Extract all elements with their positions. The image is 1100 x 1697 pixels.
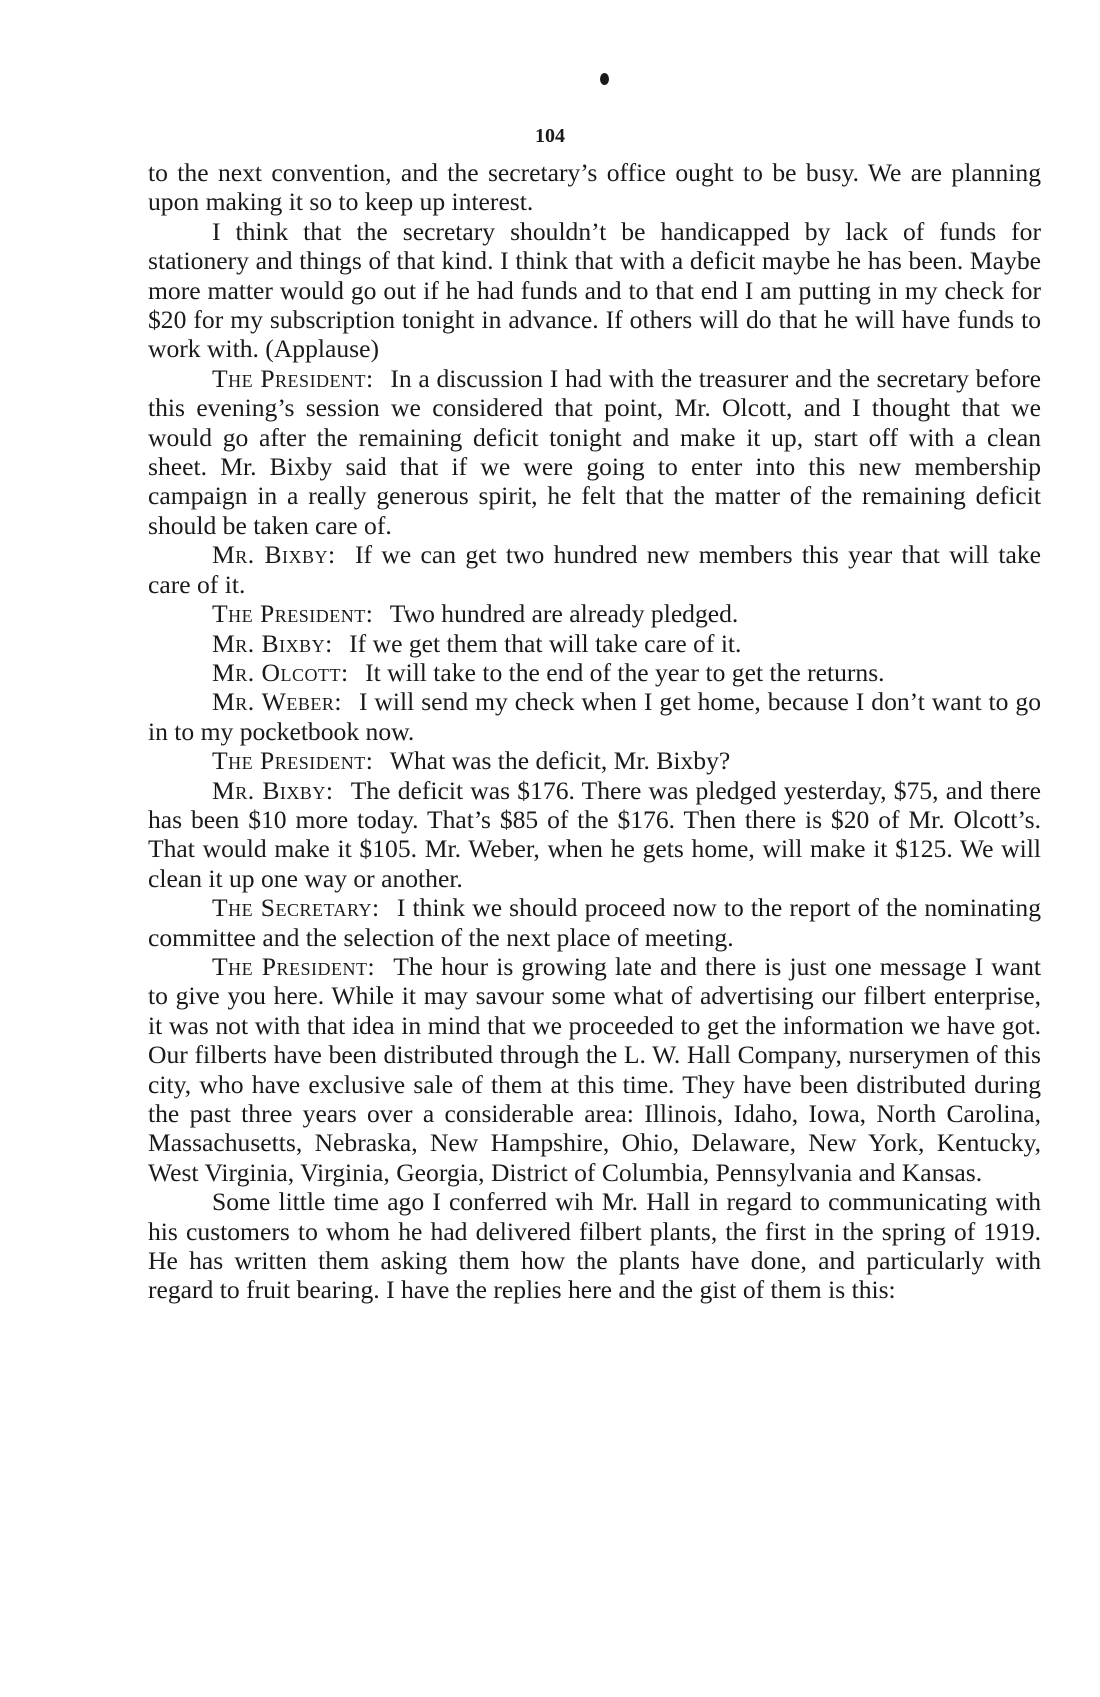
speaker-label: The President: [212,746,374,776]
paragraph-text: I think that the secretary shouldn’t be handicapped by lack of funds for stationery and things of that kind. I think that with a deficit maybe he has been. Maybe more matter would go out if he had funds and to that end I am putting in my check for $20 for my subscription tonight in advance. If others will do that he will have funds to work with. (Applause) [148,216,1041,364]
speaker-label: The President: [212,951,376,981]
paragraph-text: to the next convention, and the secretary’s office ought to be busy. We are planning upon making it so to keep up interest. [148,158,1041,217]
page-number: 104 [535,125,565,147]
paragraph-text: In a discussion I had with the treasurer and the secretary before this evening’s session we considered that point, Mr. Olcott, and I thought that we would go after the remaining deficit tonight and make it up, start off with a clean sheet. Mr. Bixby said that if we were going to enter into this new membership campaign in a really generous spirit, he felt that the matter of the remaining deficit should be taken care of. [148,363,1042,540]
speaker-label: Mr. Weber: [212,687,342,717]
paragraph-text: What was the deficit, Mr. Bixby? [389,746,731,776]
paragraph [148,629,1041,658]
paragraph [148,952,1041,1187]
body-text [148,158,1041,1305]
paragraph [148,540,1041,599]
speaker-label: Mr. Bixby: [212,540,336,570]
speaker-label: Mr. Bixby: [212,775,334,805]
paragraph-text: The deficit was $176. There was pledged yesterday, $75, and there has been $10 more today. That’s $85 of the $176. Then there is $20 of Mr. Olcott’s. That would make it $105. Mr. Weber, when he gets home, will make it $125. We will clean it up one way or another. [148,775,1041,893]
paragraph-text: Some little time ago I conferred wih Mr. Hall in regard to communicating with his customers to whom he had delivered filbert plants, the first in the spring of 1919. He has written them asking them how the plants have done, and particularly with regard to fruit bearing. I have the replies here and the gist of them is this: [148,1187,1041,1305]
paragraph [148,776,1041,894]
paragraph [148,217,1041,364]
paragraph [148,687,1041,746]
paragraph-text: If we can get two hundred new members this year that will take care of it. [148,540,1041,599]
paragraph [148,658,1041,687]
paragraph [148,158,1041,217]
paragraph [148,746,1041,775]
paragraph-text: Two hundred are already pledged. [389,599,739,629]
speaker-label: The President: [212,363,374,393]
speaker-label: The President: [212,599,374,629]
paragraph [148,364,1041,540]
paragraph-text: I think we should proceed now to the report of the nominating committee and the selection of the next place of meeting. [148,893,1041,952]
paragraph [148,893,1041,952]
speaker-label: Mr. Olcott: [212,657,349,687]
paragraph-text: I will send my check when I get home, because I don’t want to go in to my pocketbook now. [148,687,1041,746]
paragraph-text: The hour is growing late and there is just one message I want to give you here. While it may savour some what of advertising our filbert enterprise, it was not with that idea in mind that we proceeded to get the information we have got. Our filberts have been distributed through the L. W. Hall Company, nurserymen of this city, who have exclusive sale of them at this time. They have been distributed during the past three years over a considerable area: Illinois, Idaho, Iowa, North Carolina, Massachusetts, Nebraska, New Hampshire, Ohio, Delaware, New York, Kentucky, West Virginia, Virginia, Georgia, District of Columbia, Pennsylvania and Kansas. [148,951,1041,1187]
paragraph-text: If we get them that will take care of it. [349,628,742,658]
page-mark [600,73,609,85]
paragraph [148,1187,1041,1305]
paragraph-text: It will take to the end of the year to get the returns. [365,657,885,687]
speaker-label: The Secretary: [212,893,380,923]
paragraph [148,599,1041,628]
speaker-label: Mr. Bixby: [212,628,333,658]
